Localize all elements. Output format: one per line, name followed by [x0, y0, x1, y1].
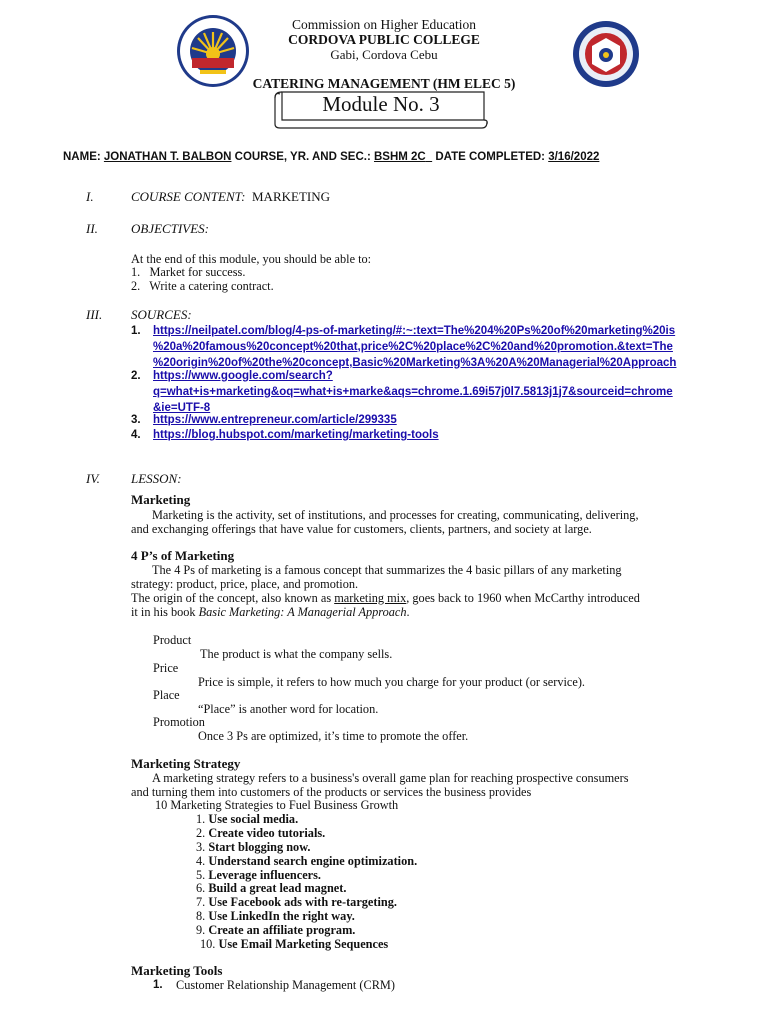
origin-text: The origin of the concept, also known as	[131, 591, 335, 605]
module-number: Module No. 3	[322, 92, 440, 116]
marketing-definition-line: and exchanging offerings that have value for customers, clients, partners, and society at large.	[131, 522, 592, 536]
course-value: BSHM 2C	[373, 151, 426, 163]
book-text: it in his book	[131, 605, 199, 619]
source-number: 3.	[131, 414, 141, 426]
course-label: COURSE, YR. AND SEC.:	[234, 151, 371, 163]
book-title: Basic Marketing: A Managerial Approach	[198, 605, 407, 619]
section-1-heading	[131, 190, 330, 204]
strategy-item: 5. Leverage influencers.	[196, 867, 322, 882]
sources-label: SOURCES:	[131, 307, 192, 322]
p-term-product: Product	[153, 633, 192, 647]
strategy-item: 7. Use Facebook ads with re-targeting.	[196, 895, 397, 910]
four-ps-text-line: The 4 Ps of marketing is a famous concept that summarizes the 4 basic pillars of any marketing	[152, 563, 622, 577]
source-link-2[interactable]	[153, 368, 713, 416]
strategy-item: 2. Create video tutorials.	[196, 825, 326, 840]
objectives-label: OBJECTIVES:	[131, 221, 209, 236]
p-term-place: Place	[153, 688, 180, 702]
source-number: 2.	[131, 370, 141, 382]
p-desc-product: The product is what the company sells.	[200, 647, 393, 661]
four-ps-heading: 4 P’s of Marketing	[131, 548, 235, 563]
four-ps-text-line: strategy: product, price, place, and promotion.	[131, 577, 359, 591]
marketing-definition-line: Marketing is the activity, set of institutions, and processes for creating, communicating, delivering,	[152, 508, 639, 522]
tool-number: 1.	[153, 979, 163, 991]
strategy-subheading: 10 Marketing Strategies to Fuel Business Growth	[155, 798, 399, 812]
objective-item: 1. Market for success.	[131, 265, 246, 279]
source-link-line[interactable]: &ie=UTF-8	[153, 402, 211, 414]
four-ps-origin-line	[131, 591, 640, 605]
source-link-1[interactable]	[153, 323, 713, 371]
source-link-line[interactable]: %20a%20famous%20concept%20that,price%2C%20place%2C%20and%20promotion.&text=The	[153, 341, 673, 353]
marketing-mix-term: marketing mix	[334, 591, 407, 605]
course-content-value: MARKETING	[252, 189, 330, 204]
strategy-definition-line: A marketing strategy refers to a business's overall game plan for reaching prospective consumers	[152, 771, 629, 785]
lesson-label: LESSON:	[131, 471, 182, 486]
course-content-label: COURSE CONTENT:	[131, 189, 246, 204]
section-2-number: II.	[86, 221, 98, 236]
source-number: 4.	[131, 429, 141, 441]
p-desc-place: “Place” is another word for location.	[198, 702, 379, 716]
source-link-line[interactable]: https://www.google.com/search?	[153, 370, 333, 382]
source-link-4[interactable]: https://blog.hubspot.com/marketing/marketing-tools	[153, 429, 439, 441]
section-1-number: I.	[86, 189, 94, 204]
source-number: 1.	[131, 325, 141, 337]
objectives-intro: At the end of this module, you should be able to:	[131, 252, 372, 266]
strategy-definition-line: and turning them into customers of the products or services the business provides	[131, 785, 532, 799]
strategy-item: 6. Build a great lead magnet.	[196, 881, 347, 896]
strategy-item: 9. Create an affiliate program.	[196, 923, 356, 938]
p-desc-price: Price is simple, it refers to how much you charge for your product (or service).	[198, 675, 586, 689]
strategy-list	[196, 812, 417, 951]
course-title: CATERING MANAGEMENT (HM ELEC 5)	[252, 76, 516, 91]
student-info-line	[63, 150, 743, 164]
strategy-item: 10. Use Email Marketing Sequences	[200, 937, 389, 952]
section-3-number: III.	[86, 307, 103, 322]
p-term-price: Price	[153, 661, 179, 675]
tool-item: Customer Relationship Management (CRM)	[176, 978, 395, 992]
strategy-item: 8. Use LinkedIn the right way.	[196, 909, 355, 924]
source-link-line[interactable]: q=what+is+marketing&oq=what+is+marke&aqs=chrome.1.69i57j0l7.5813j1j7&sourceid=chrome	[153, 386, 673, 398]
name-label: NAME:	[63, 151, 101, 163]
name-value: JONATHAN T. BALBON	[103, 151, 232, 163]
source-link-line[interactable]: %20origin%20of%20the%20concept,Basic%20Marketing%3A%20A%20Managerial%20Approach	[153, 357, 677, 369]
module-banner	[268, 88, 490, 130]
strategy-item: 3. Start blogging now.	[196, 839, 311, 854]
four-ps-book-line	[131, 605, 410, 619]
tools-heading: Marketing Tools	[131, 963, 223, 978]
origin-text: , goes back to 1960 when McCarthy introduced	[406, 591, 640, 605]
header-commission: Commission on Higher Education	[291, 17, 477, 32]
book-text: .	[406, 605, 410, 619]
source-link-3[interactable]: https://www.entrepreneur.com/article/299335	[153, 414, 397, 426]
strategy-item: 1. Use social media.	[196, 812, 299, 826]
date-value: 3/16/2022	[548, 151, 600, 163]
section-4-number: IV.	[86, 471, 100, 486]
marketing-heading: Marketing	[131, 492, 191, 507]
header-college-name: CORDOVA PUBLIC COLLEGE	[288, 32, 480, 47]
p-desc-promotion: Once 3 Ps are optimized, it’s time to promote the offer.	[198, 729, 469, 743]
source-link-line[interactable]: https://neilpatel.com/blog/4-ps-of-marketing/#:~:text=The%204%20Ps%20of%20marketing%20is	[153, 325, 676, 337]
p-term-promotion: Promotion	[153, 715, 205, 729]
objective-item: 2. Write a catering contract.	[131, 279, 274, 293]
header-address: Gabi, Cordova Cebu	[330, 47, 438, 62]
strategy-item: 4. Understand search engine optimization.	[196, 853, 418, 868]
date-label: DATE COMPLETED:	[435, 151, 546, 163]
strategy-heading: Marketing Strategy	[131, 756, 241, 771]
